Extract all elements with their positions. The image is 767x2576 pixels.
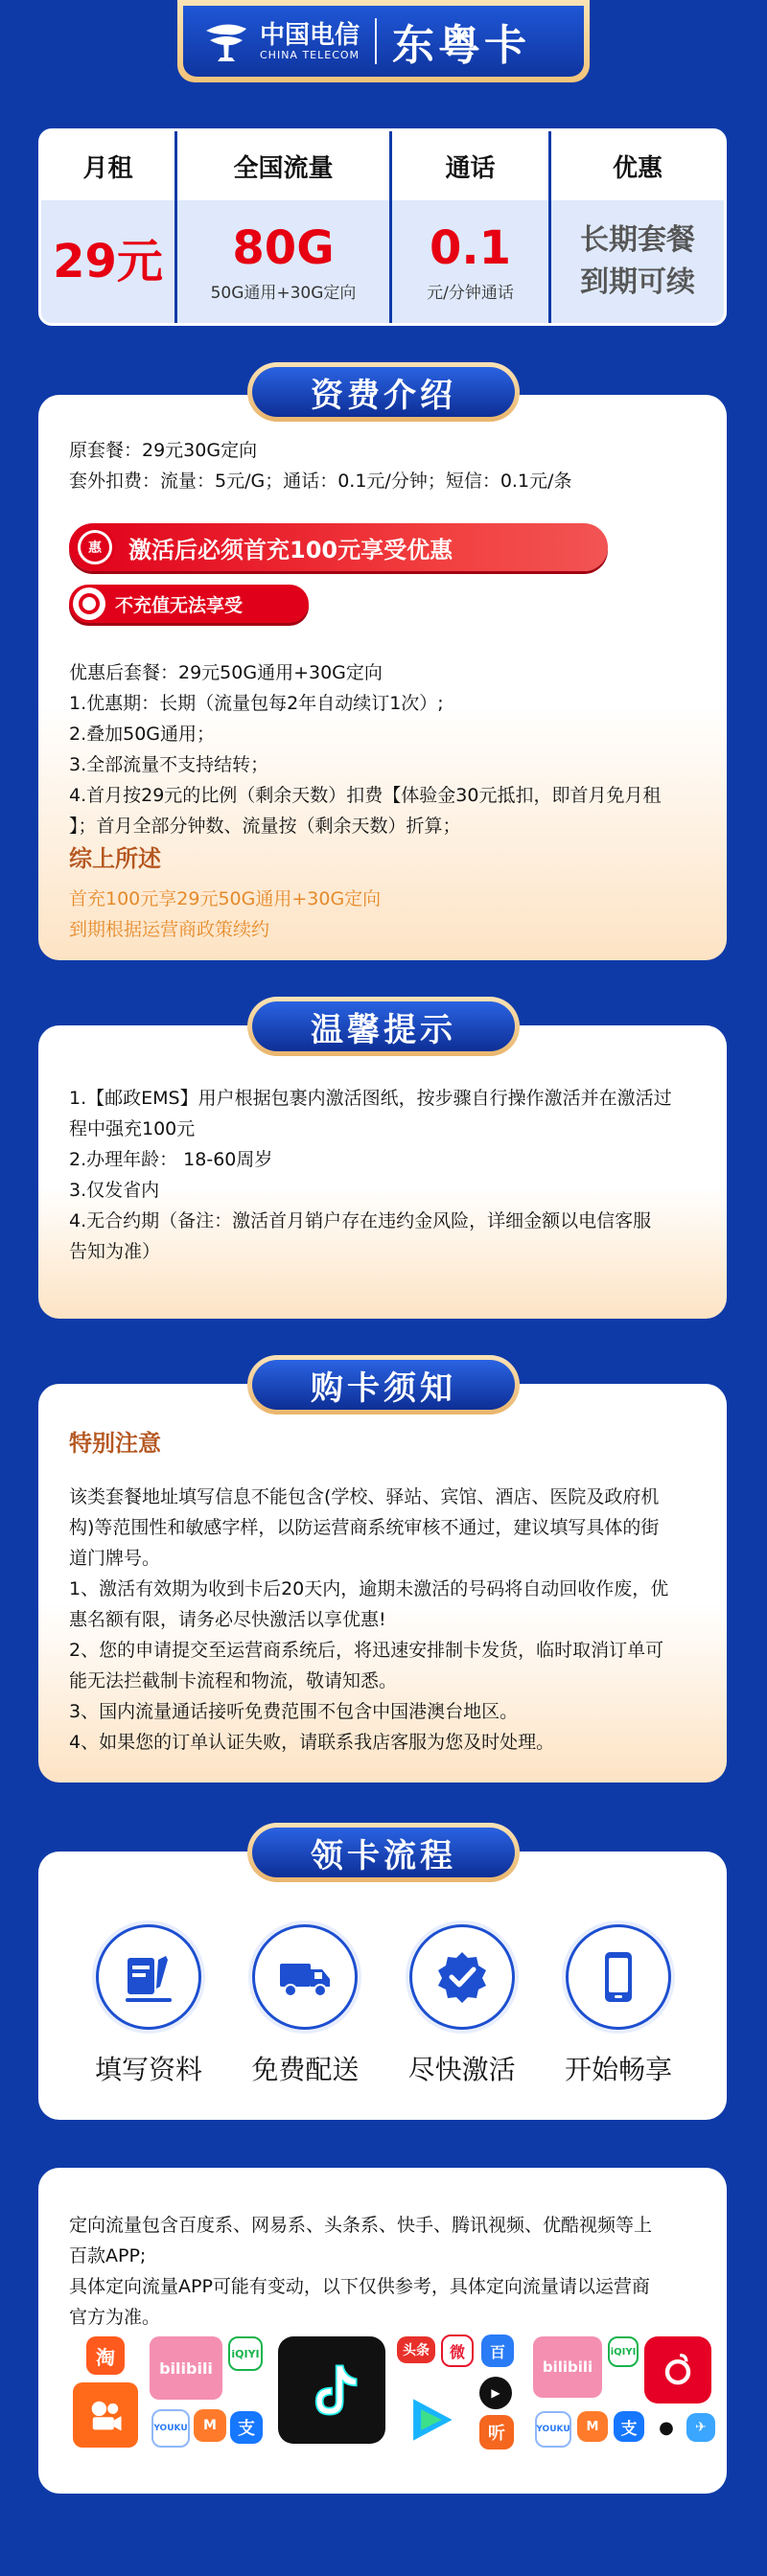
call-note: 元/分钟通话 <box>427 283 514 303</box>
step-activate <box>390 1924 534 2087</box>
apps-line: 定向流量包含百度系、网易系、头条系、快手、腾讯视频、优酷视频等上 <box>69 2215 653 2236</box>
tip-line: 告知为准） <box>69 1241 161 1262</box>
process-card <box>38 1852 727 2120</box>
tip-line: 程中强充100元 <box>69 1118 196 1139</box>
monthly-fee-cell <box>41 200 177 323</box>
notice-line: 该类套餐地址填写信息不能包含(学校、驿站、宾馆、酒店、医院及政府机 <box>69 1486 660 1507</box>
header-divider <box>375 18 377 64</box>
data-note: 50G通用+30G定向 <box>210 283 357 303</box>
process-steps <box>77 1924 690 2087</box>
alipay-app-icon: 支 <box>230 2411 263 2444</box>
section-header-notice: 购卡须知 <box>247 1355 520 1414</box>
toutiao-app-icon: 头条 <box>397 2336 435 2363</box>
section-header-fees: 资费介绍 <box>247 362 520 422</box>
xigua-app-icon: ▶ <box>479 2377 512 2409</box>
data-amount-value: 80G <box>232 220 335 275</box>
mango-app-icon-2: M <box>577 2411 608 2442</box>
netease-music-app-icon <box>644 2336 711 2404</box>
smartphone-icon <box>590 1948 647 2006</box>
header-inner <box>183 6 584 77</box>
weibo-app-icon: 微 <box>441 2334 474 2367</box>
fees-card <box>38 395 727 960</box>
fee-item: 2.叠加50G通用； <box>69 724 216 745</box>
prohibited-icon <box>73 587 105 620</box>
baidu-app-icon: 百 <box>481 2334 514 2367</box>
notice-line: 1、激活有效期为收到卡后20天内，逾期未激活的号码将自动回收作废，优 <box>69 1578 669 1599</box>
apps-line: 具体定向流量APP可能有变动，以下仅供参考，具体定向流量请以运营商 <box>69 2276 650 2297</box>
step-label: 开始畅享 <box>564 2054 672 2085</box>
no-recharge-warning-text: 不充值无法享受 <box>115 594 244 616</box>
apps-line: 官方为准。 <box>69 2307 161 2328</box>
step-free-delivery <box>233 1924 377 2087</box>
alipay-app-icon-2: 支 <box>614 2411 644 2442</box>
fee-item: 】；首月全部分钟数、流量按（剩余天数）折算； <box>69 816 461 837</box>
data-cell <box>177 200 392 323</box>
youku-app-icon-2: YOUKU <box>535 2411 571 2448</box>
original-package: 原套餐：29元30G定向 <box>69 440 258 461</box>
china-telecom-logo <box>200 17 360 65</box>
notice-line: 3、国内流量通话接听免费范围不包含中国港澳台地区。 <box>69 1701 519 1722</box>
form-pen-icon <box>120 1948 177 2006</box>
logo-cn-text: 中国电信 <box>260 20 360 50</box>
after-package: 优惠后套餐：29元50G通用+30G定向 <box>69 662 383 683</box>
tip-line: 3.仅发省内 <box>69 1180 160 1201</box>
tip-line: 2.办理年龄： 18-60周岁 <box>69 1149 273 1170</box>
call-cell <box>392 200 551 323</box>
perk-line-2: 到期可续 <box>580 265 695 299</box>
feishu-app-icon: ✈ <box>686 2413 715 2442</box>
youku-app-icon: YOUKU <box>151 2409 190 2448</box>
no-recharge-warning <box>69 585 309 623</box>
iqiyi-app-icon: iQIYI <box>228 2336 263 2371</box>
tip-line: 1.【邮政EMS】用户根据包裹内激活图纸，按步骤自行操作激活并在激活过 <box>69 1088 672 1109</box>
summary-line-2: 到期根据运营商政策续约 <box>69 919 270 940</box>
summary-line-1: 首充100元享29元50G通用+30G定向 <box>69 888 382 909</box>
notice-subtitle: 特别注意 <box>69 1430 161 1457</box>
step-enjoy <box>546 1924 690 2087</box>
perk-cell <box>551 200 724 323</box>
notice-line: 能无法拦截制卡流程和物流，敬请知悉。 <box>69 1670 398 1691</box>
bilibili-app-icon: bilibili <box>150 2336 222 2400</box>
taobao-app-icon: 淘 <box>86 2336 125 2375</box>
header-calls: 通话 <box>392 131 551 200</box>
mango-app-icon: M <box>194 2409 226 2442</box>
qq-app-icon: ● <box>652 2413 681 2442</box>
perk-line-1: 长期套餐 <box>580 223 695 257</box>
logo-en-text: CHINA TELECOM <box>260 48 360 61</box>
overage-fees: 套外扣费：流量：5元/G；通话：0.1元/分钟；短信：0.1元/条 <box>69 471 572 492</box>
tips-text <box>69 1083 698 1267</box>
recharge-banner <box>69 523 608 571</box>
kuaishou-app-icon <box>73 2382 138 2448</box>
page-title: 东粤卡 <box>392 21 531 70</box>
ting-app-icon: 听 <box>479 2415 514 2450</box>
fees-intro <box>69 435 698 496</box>
step-label: 填写资料 <box>94 2054 202 2085</box>
fee-item: 4.首月按29元的比例（剩余天数）扣费【体验金30元抵扣，即首月免月租 <box>69 785 662 806</box>
apps-text <box>69 2210 698 2333</box>
notice-card <box>38 1384 727 1782</box>
monthly-fee-value: 29元 <box>53 235 163 288</box>
step-label: 尽快激活 <box>407 2054 516 2085</box>
summary-value-row <box>41 200 724 323</box>
china-telecom-swirl-icon <box>200 17 252 65</box>
tencent-video-app-icon <box>401 2392 462 2448</box>
delivery-truck-icon <box>276 1948 334 2006</box>
notice-line: 2、您的申请提交至运营商系统后，将迅速安排制卡发货，临时取消订单可 <box>69 1640 664 1661</box>
header-perks: 优惠 <box>612 153 662 183</box>
apps-card <box>38 2168 727 2494</box>
notice-text <box>69 1428 698 1758</box>
tips-card <box>38 1025 727 1319</box>
header-badge <box>177 0 590 82</box>
tip-line: 4.无合约期（备注：激活首月销户存在违约金风险，详细金额以电信客服 <box>69 1210 652 1231</box>
header-national-data: 全国流量 <box>177 131 392 200</box>
summary-title: 综上所述 <box>69 845 161 872</box>
section-header-tips: 温馨提示 <box>247 997 520 1056</box>
tiktok-app-icon <box>278 2336 385 2444</box>
call-rate-value: 0.1 <box>429 220 512 275</box>
section-header-process: 领卡流程 <box>247 1823 520 1882</box>
notice-line: 4、如果您的订单认证失败，请联系我店客服为您及时处理。 <box>69 1732 555 1753</box>
iqiyi-app-icon-2: iQIYI <box>608 2336 639 2367</box>
recharge-banner-text: 激活后必须首充100元享受优惠 <box>128 536 453 564</box>
step-fill-info <box>77 1924 221 2087</box>
app-icons-grid <box>73 2333 706 2467</box>
step-label: 免费配送 <box>251 2054 360 2085</box>
plan-summary-table <box>38 128 727 326</box>
notice-line: 道门牌号。 <box>69 1548 161 1569</box>
verified-badge-icon <box>433 1948 491 2006</box>
discount-badge-icon: 惠 <box>75 527 115 567</box>
apps-line: 百款APP; <box>69 2245 147 2266</box>
summary-header-row <box>41 131 724 200</box>
header-monthly-fee: 月租 <box>41 131 177 200</box>
bilibili-app-icon-2: bilibili <box>533 2336 602 2398</box>
fee-item: 3.全部流量不支持结转； <box>69 754 269 775</box>
notice-line: 构)等范围性和敏感字样，以防运营商系统审核不通过，建议填写具体的街 <box>69 1517 660 1538</box>
fees-details <box>69 657 698 945</box>
fee-item: 1.优惠期：长期（流量包每2年自动续订1次）; <box>69 693 444 714</box>
notice-line: 惠名额有限，请务必尽快激活以享优惠! <box>69 1609 386 1630</box>
